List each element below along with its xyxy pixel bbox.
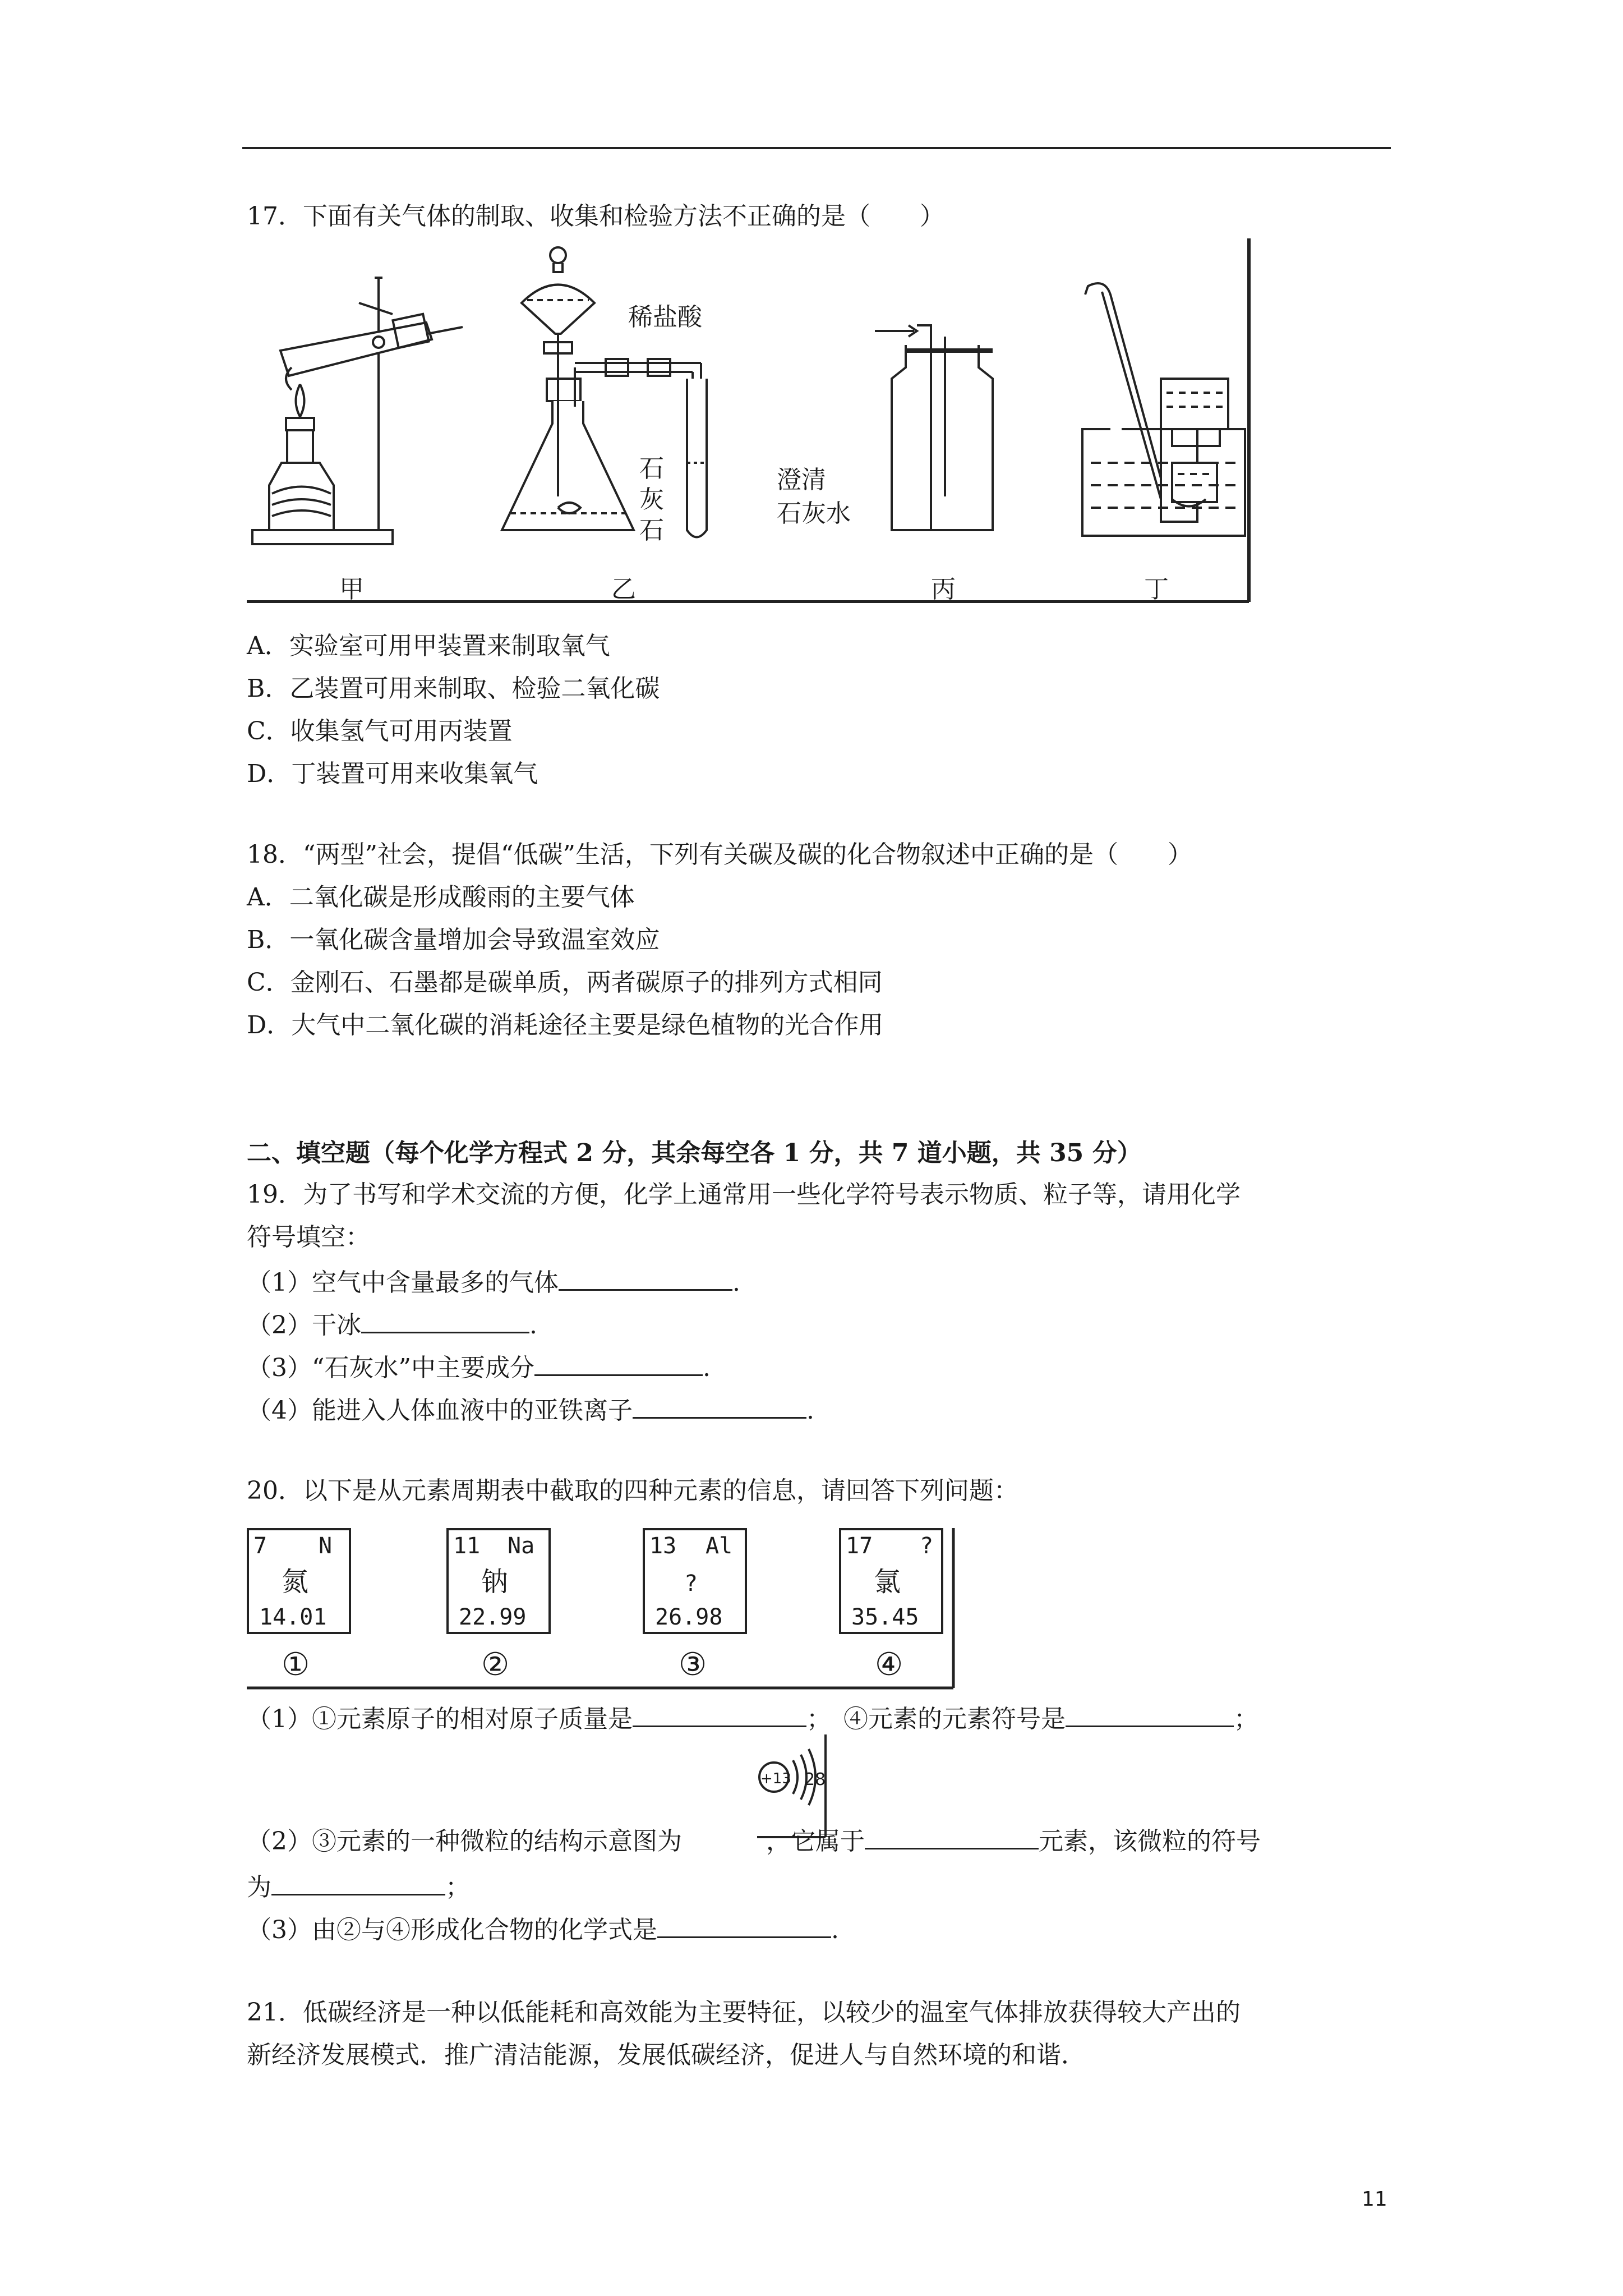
label-acid: 稀盐酸 xyxy=(628,303,702,332)
caption-bing: 丙 xyxy=(931,575,956,603)
card-2-marker: ② xyxy=(481,1646,510,1683)
label-stone-2: 灰 xyxy=(639,485,664,514)
answer-blank[interactable] xyxy=(633,1395,806,1419)
card-1-marker: ① xyxy=(282,1646,310,1683)
answer-blank[interactable] xyxy=(271,1871,445,1895)
header-rule xyxy=(242,147,1391,149)
label-limewater-1: 澄清 xyxy=(777,466,826,494)
q21-line1: 21．低碳经济是一种以低能耗和高效能为主要特征，以较少的温室气体排放获得较大产出的 xyxy=(247,1998,1241,2027)
q18-option-a: A．二氧化碳是形成酸雨的主要气体 xyxy=(247,883,635,912)
q20-sub2-text-d: 为 xyxy=(247,1873,271,1902)
q19-stem-line2: 符号填空： xyxy=(247,1223,370,1251)
q19-item-2 xyxy=(247,1309,537,1338)
q17-apparatus-figure xyxy=(247,238,1256,603)
q17-option-c: C．收集氢气可用丙装置 xyxy=(247,717,513,746)
q17-option-d: D．丁装置可用来收集氧气 xyxy=(247,760,538,788)
card-4-mass: 35.45 xyxy=(851,1604,919,1630)
card-4-symbol: ? xyxy=(920,1533,934,1559)
q19-item-3-text: （3）“石灰水”中主要成分 xyxy=(247,1354,534,1382)
caption-jia: 甲 xyxy=(339,575,364,603)
q19-item-1-text: （1）空气中含量最多的气体 xyxy=(247,1268,559,1297)
card-4-number: 17 xyxy=(846,1533,873,1559)
apparatus-jia xyxy=(252,278,463,544)
label-stone-1: 石 xyxy=(639,454,664,483)
q20-sub1 xyxy=(247,1703,1258,1732)
card-2-number: 11 xyxy=(453,1533,481,1559)
q20-sub2-text-a: （2）③元素的一种微粒的结构示意图为 xyxy=(247,1827,682,1856)
card-2-name: 钠 xyxy=(481,1566,509,1598)
q21-line2: 新经济发展模式．推广清洁能源，发展低碳经济，促进人与自然环境的和谐． xyxy=(247,2041,1086,2069)
q17-option-b: B．乙装置可用来制取、检验二氧化碳 xyxy=(247,674,660,703)
page-number: 11 xyxy=(1362,2188,1387,2211)
q20-sub1-end: ； xyxy=(1234,1705,1258,1733)
q17-stem: 17．下面有关气体的制取、收集和检验方法不正确的是（ ） xyxy=(247,202,944,231)
q20-sub1-text-b: ； ④元素的元素符号是 xyxy=(806,1705,1066,1733)
card-3-number: 13 xyxy=(649,1533,677,1559)
q20-sub3 xyxy=(247,1914,839,1943)
q18-option-c: C．金刚石、石墨都是碳单质，两者碳原子的排列方式相同 xyxy=(247,968,883,997)
answer-blank[interactable] xyxy=(361,1309,529,1333)
q18-option-b: B．一氧化碳含量增加会导致温室效应 xyxy=(247,926,660,954)
card-1-mass: 14.01 xyxy=(259,1604,327,1630)
card-1-name: 氮 xyxy=(282,1566,309,1598)
card-3-symbol: Al xyxy=(706,1533,733,1559)
label-stone-3: 石 xyxy=(639,516,664,545)
answer-blank[interactable] xyxy=(657,1914,831,1938)
element-cards-figure xyxy=(247,1528,965,1691)
q18-stem: 18．“两型”社会，提倡“低碳”生活，下列有关碳及碳的化合物叙述中正确的是（ ） xyxy=(247,840,1192,869)
q20-sub1-text-a: （1）①元素原子的相对原子质量是 xyxy=(247,1705,633,1733)
q20-sub2-text-b: ，它属于 xyxy=(766,1827,865,1856)
q19-item-4-text: （4）能进入人体血液中的亚铁离子 xyxy=(247,1396,633,1425)
card-2-symbol: Na xyxy=(508,1533,535,1559)
period: . xyxy=(702,1354,711,1382)
period: . xyxy=(732,1268,740,1297)
q19-item-2-text: （2）干冰 xyxy=(247,1311,361,1340)
card-4-marker: ④ xyxy=(875,1646,903,1683)
atom-structure-diagram xyxy=(751,1733,830,1840)
period: . xyxy=(806,1396,814,1425)
answer-blank[interactable] xyxy=(633,1703,806,1727)
atom-nucleus-charge: +13 xyxy=(760,1770,791,1787)
answer-blank[interactable] xyxy=(1066,1703,1234,1727)
card-4-name: 氯 xyxy=(874,1566,901,1598)
card-3-mass: 26.98 xyxy=(655,1604,723,1630)
card-3-marker: ③ xyxy=(679,1646,707,1683)
q20-sub2-cont xyxy=(247,1871,470,1900)
card-2-mass: 22.99 xyxy=(459,1604,527,1630)
atom-shell-electrons: 28 xyxy=(804,1770,826,1789)
label-limewater-2: 石灰水 xyxy=(777,499,851,528)
answer-blank[interactable] xyxy=(865,1825,1039,1849)
q20-sub2 xyxy=(247,1825,1261,1854)
q20-sub3-text: （3）由②与④形成化合物的化学式是 xyxy=(247,1916,657,1944)
q19-item-4 xyxy=(247,1395,814,1423)
q20-sub2-end: ； xyxy=(445,1873,470,1902)
apparatus-yi xyxy=(502,247,707,537)
caption-ding: 丁 xyxy=(1144,575,1169,603)
card-1-symbol: N xyxy=(319,1533,333,1559)
q19-stem-line1: 19．为了书写和学术交流的方便，化学上通常用一些化学符号表示物质、粒子等，请用化学 xyxy=(247,1180,1241,1209)
q19-item-1 xyxy=(247,1267,740,1295)
apparatus-ding xyxy=(1082,283,1245,536)
q18-option-d: D．大气中二氧化碳的消耗途径主要是绿色植物的光合作用 xyxy=(247,1011,884,1039)
answer-blank[interactable] xyxy=(534,1352,703,1376)
answer-blank[interactable] xyxy=(559,1267,732,1291)
section2-heading: 二、填空题（每个化学方程式 2 分，其余每空各 1 分，共 7 道小题，共 35 分） xyxy=(247,1139,1142,1167)
caption-yi: 乙 xyxy=(611,575,636,603)
q19-item-3 xyxy=(247,1352,711,1381)
q17-option-a: A．实验室可用甲装置来制取氧气 xyxy=(247,632,610,660)
period: . xyxy=(831,1916,839,1944)
apparatus-bing xyxy=(875,325,993,530)
q20-stem: 20．以下是从元素周期表中截取的四种元素的信息，请回答下列问题： xyxy=(247,1476,1018,1505)
q20-sub2-text-c: 元素，该微粒的符号 xyxy=(1039,1827,1261,1856)
card-3-name: ? xyxy=(684,1571,698,1596)
period: . xyxy=(529,1311,537,1340)
card-1-number: 7 xyxy=(253,1533,268,1559)
